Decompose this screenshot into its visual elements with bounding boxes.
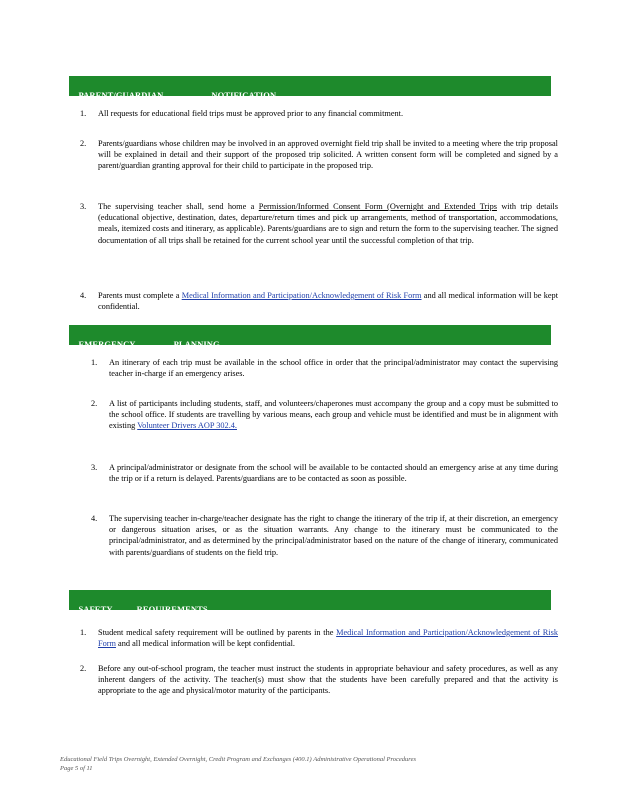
list-item bbox=[91, 513, 558, 558]
item-text: Before any out-of-school program, the teacher must instruct the students in appropriate behaviour and safety procedures, as well as any inherent dangers of the activity. The teacher(s) must show that the students have been carefully prepared and that the activity is appropriate to the age and physical/motor maturity of the participants. bbox=[98, 664, 558, 696]
volunteer-drivers-link[interactable]: Volunteer Drivers AOP 302.4. bbox=[137, 421, 237, 431]
item-text-pre: The supervising teacher shall, send home a bbox=[98, 202, 259, 211]
item-number: 2. bbox=[80, 139, 87, 148]
list-item bbox=[80, 627, 558, 649]
list-item bbox=[80, 663, 558, 697]
section-title: PARENT/GUARDIAN bbox=[78, 90, 164, 100]
consent-form-link[interactable]: Permission/Informed Consent Form (Overnight and Extended Trips bbox=[258, 202, 497, 211]
item-number: 4. bbox=[80, 291, 87, 300]
footer-title: Educational Field Trips Overnight, Extended Overnight, Credit Program and Exchanges (400.1) Administrative Operational Procedures bbox=[60, 756, 417, 763]
section-title: SAFETY bbox=[78, 604, 113, 614]
item-text-pre: Parents must complete a bbox=[98, 291, 182, 300]
page-footer bbox=[60, 755, 416, 773]
section-title-2: REQUIREMENTS bbox=[136, 604, 208, 614]
item-number: 4. bbox=[91, 514, 98, 523]
list-item bbox=[91, 357, 558, 379]
item-number: 1. bbox=[80, 109, 87, 118]
item-text-pre: Student medical safety requirement will be outlined by parents in the bbox=[98, 628, 337, 637]
section-header-parent-notification bbox=[69, 76, 551, 100]
list-item bbox=[80, 138, 558, 172]
list-item bbox=[80, 108, 558, 119]
item-number: 1. bbox=[91, 358, 98, 367]
item-text: Parents/guardians whose children may be involved in an approved overnight field trip shall be invited to a meeting where the trip proposal will be explained in detail and their support of the proposed trip solicited. A written consent form will be completed and signed by a parent/guardian granting approval for their child to participate in the proposed trip. bbox=[98, 139, 558, 171]
section-title: EMERGENCY bbox=[78, 339, 136, 349]
section-header-emergency-planning bbox=[69, 325, 551, 349]
page-number: Page 5 of 11 bbox=[60, 765, 93, 772]
item-text-pre: A list of participants including students, staff, and volunteers/chaperones must accompany the group and a copy must be submitted to the school office. If students are travelling by various means, each group and vehicle must be identified and must be in alignment with existing bbox=[109, 399, 558, 431]
medical-form-link[interactable]: Medical Information and Participation/Acknowledgement of Risk Form bbox=[98, 628, 558, 649]
item-number: 2. bbox=[80, 664, 87, 673]
item-number: 2. bbox=[91, 399, 98, 408]
list-item bbox=[91, 398, 558, 432]
item-number: 3. bbox=[80, 202, 87, 211]
item-text-post: and all medical information will be kept confidential. bbox=[98, 291, 559, 312]
item-number: 1. bbox=[80, 628, 87, 637]
section-header-safety-requirements bbox=[69, 590, 551, 614]
item-text: All requests for educational field trips must be approved prior to any financial commitment. bbox=[98, 109, 404, 118]
item-text-post: with trip details (educational objective, destination, dates, departure/return times and pick up arrangements, method of transportation, accommodations, meals, itemized costs and itinerary, as applicable). Parents/guardians are to sign and return the form to the supervising teacher. The signed documentation of all trips shall be retained for the current school year until the successful completion of that trip. bbox=[98, 202, 558, 245]
item-text: An itinerary of each trip must be available in the school office in order that the principal/administrator may contact the supervising teacher in-charge if an emergency arises. bbox=[109, 358, 558, 379]
list-item bbox=[80, 201, 558, 246]
item-text-post: and all medical information will be kept confidential. bbox=[115, 639, 296, 649]
list-item bbox=[91, 462, 558, 484]
medical-form-link[interactable]: Medical Information and Participation/Acknowledgement of Risk Form bbox=[181, 291, 422, 300]
section-title-2: PLANNING bbox=[173, 339, 220, 349]
item-text: The supervising teacher in-charge/teacher designate has the right to change the itinerary of the trip if, at their discretion, an emergency or dangerous situation arises, or as the situation warrants. Any change to the itinerary must be communicated to the principal/administrator, and as determined by the principal/administrator based on the nature of the change of itinerary, communicated with parents/guardians of students on the field trip. bbox=[109, 514, 558, 557]
item-number: 3. bbox=[91, 463, 98, 472]
item-text: A principal/administrator or designate from the school will be available to be contacted should an emergency arise at any time during the trip or if a return is delayed. Parents/guardians are to be contacted as soon as possible. bbox=[109, 463, 558, 484]
section-title-2: NOTIFICATION bbox=[211, 90, 277, 100]
list-item bbox=[80, 290, 558, 312]
